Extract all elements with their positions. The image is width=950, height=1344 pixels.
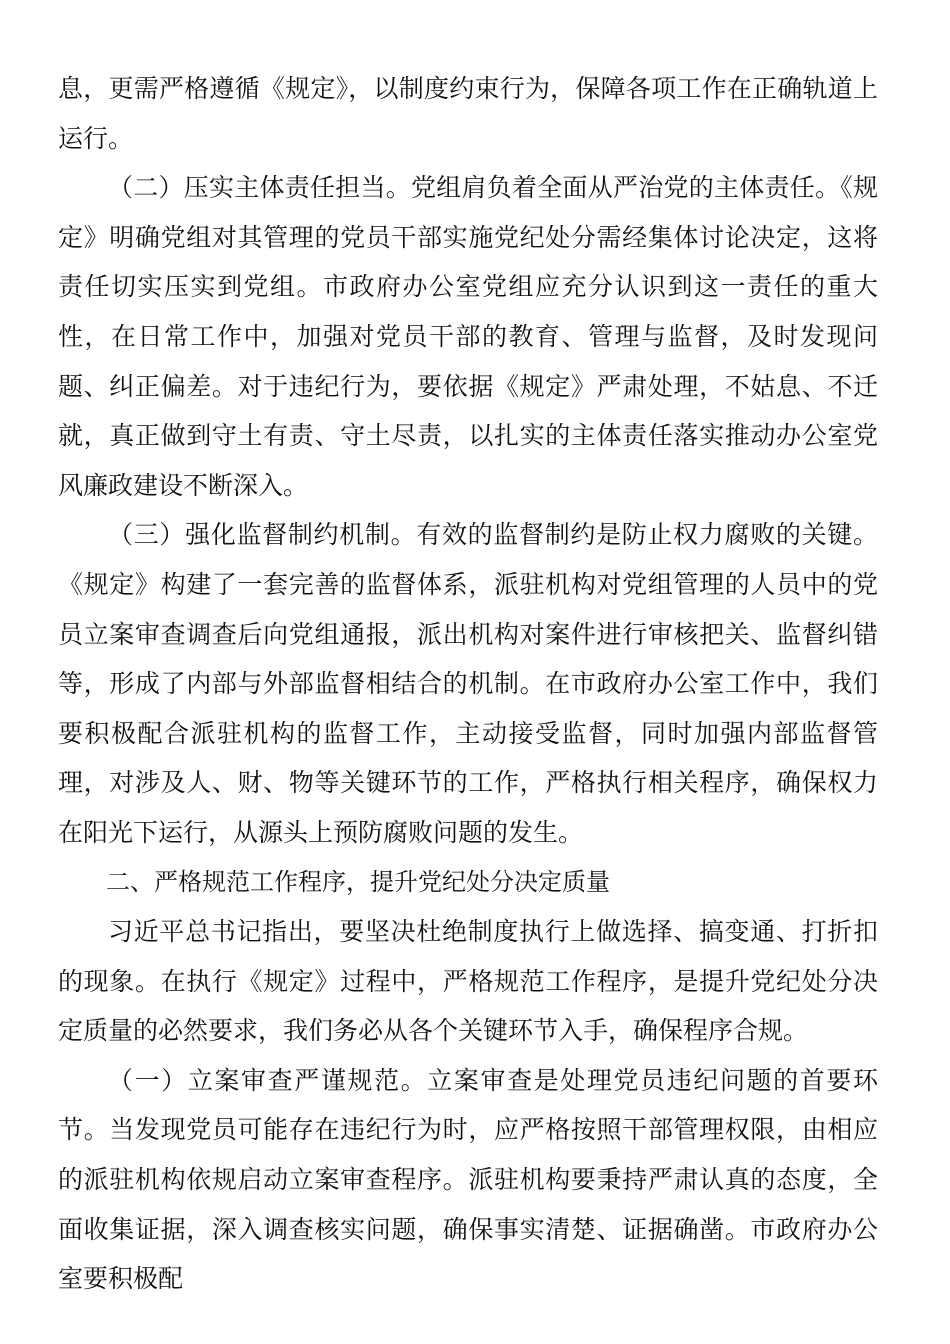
document-body (58, 64, 878, 1304)
paragraph-procedure-intro: 习近平总书记指出，要坚决杜绝制度执行上做选择、搞变通、打折扣的现象。在执行《规定》过程中，严格规范工作程序，是提升党纪处分决定质量的必然要求，我们务必从各个关键环节入手，确保程序合规。 (58, 917, 878, 1046)
paragraph-main-responsibility: （二）压实主体责任担当。党组肩负着全面从严治党的主体责任。《规定》明确党组对其管理的党员干部实施党纪处分需经集体讨论决定，这将责任切实压实到党组。市政府办公室党组应充分认识到这一责任的重大性，在日常工作中，加强对党员干部的教育、管理与监督，及时发现问题、纠正偏差。对于违纪行为，要依据《规定》严肃处理，不姑息、不迁就，真正做到守土有责、守土尽责，以扎实的主体责任落实推动办公室党风廉政建设不断深入。 (58, 173, 878, 500)
section-heading-procedures: 二、严格规范工作程序，提升党纪处分决定质量 (106, 867, 610, 896)
paragraph-case-review: （一）立案审查严谨规范。立案审查是处理党员违纪问题的首要环节。当发现党员可能存在违纪行为时，应严格按照干部管理权限，由相应的派驻机构依规启动立案审查程序。派驻机构要秉持严肃认真的态度，全面收集证据，深入调查核实问题，确保事实清楚、证据确凿。市政府办公室要积极配 (58, 1065, 878, 1294)
paragraph-continuation: 息，更需严格遵循《规定》，以制度约束行为，保障各项工作在正确轨道上运行。 (58, 74, 878, 153)
paragraph-supervision-mechanism: （三）强化监督制约机制。有效的监督制约是防止权力腐败的关键。《规定》构建了一套完善的监督体系，派驻机构对党组管理的人员中的党员立案审查调查后向党组通报，派出机构对案件进行审核把关、监督纠错等，形成了内部与外部监督相结合的机制。在市政府办公室工作中，我们要积极配合派驻机构的监督工作，主动接受监督，同时加强内部监督管理，对涉及人、财、物等关键环节的工作，严格执行相关程序，确保权力在阳光下运行，从源头上预防腐败问题的发生。 (58, 520, 878, 847)
